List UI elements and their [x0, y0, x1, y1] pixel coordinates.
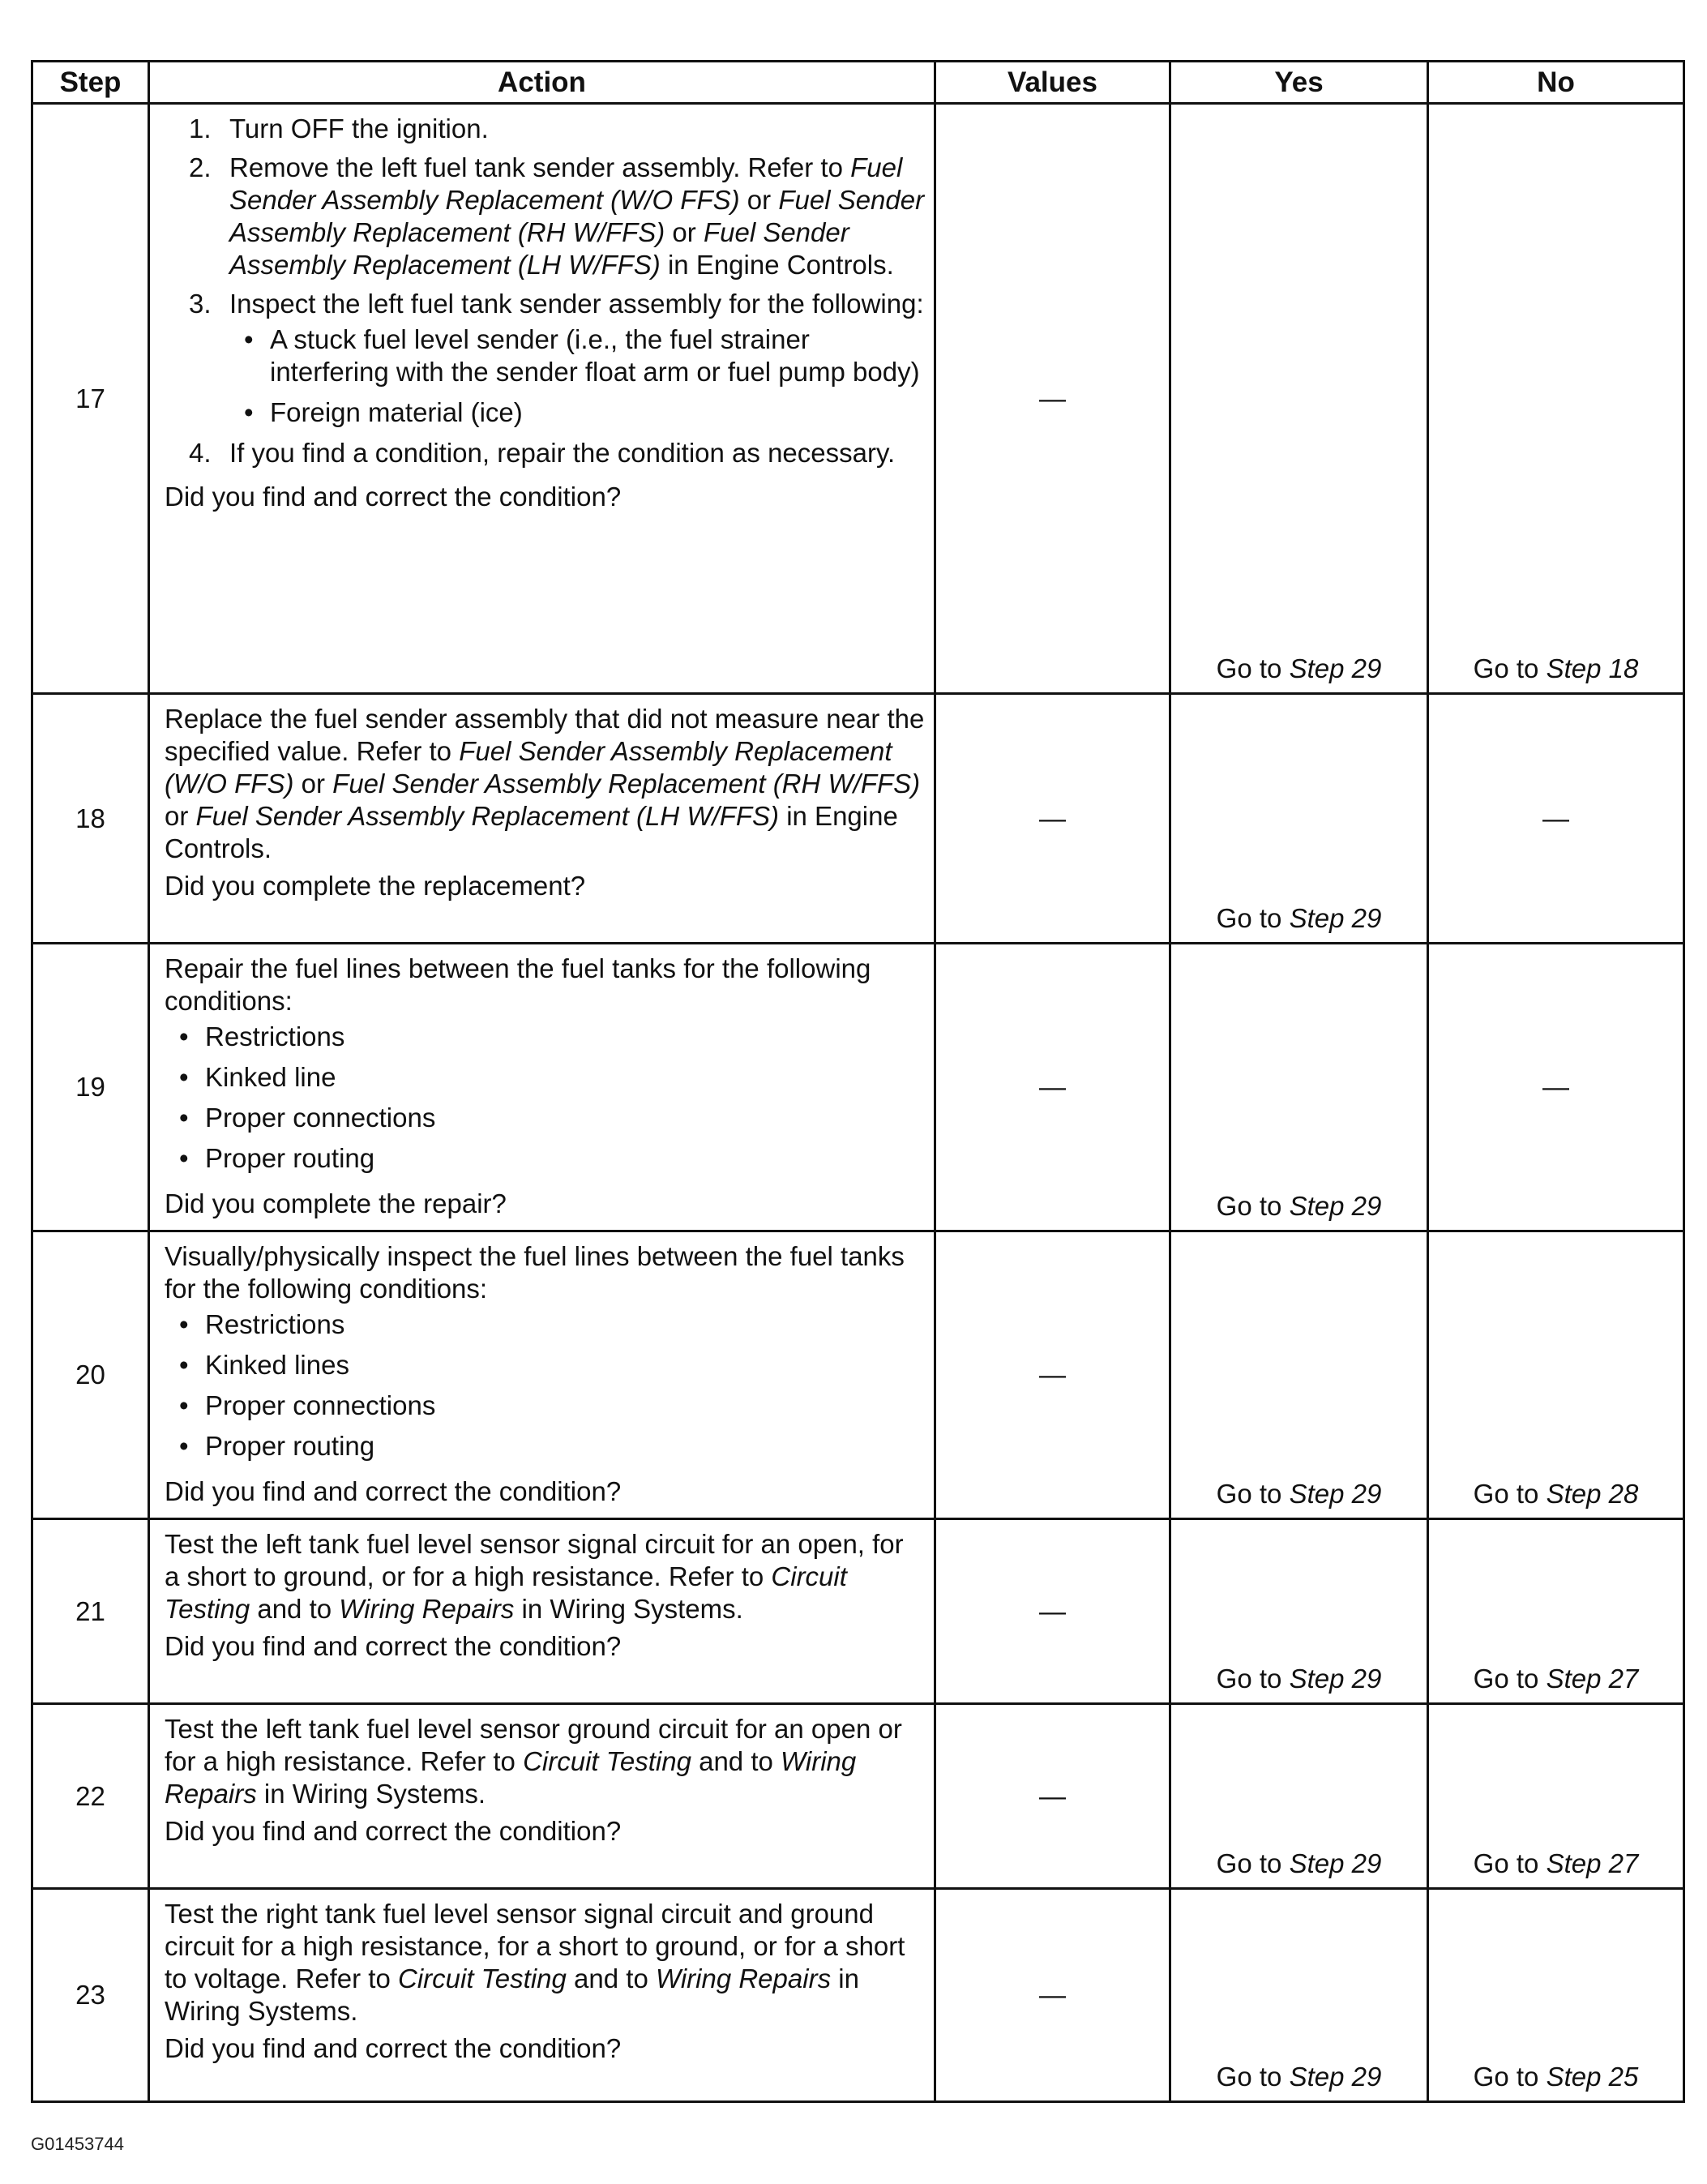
table-row	[32, 1519, 1684, 1704]
header-step: Step	[32, 62, 149, 104]
values-cell: —	[935, 1231, 1170, 1519]
action-cell	[149, 1704, 935, 1889]
action-cell	[149, 944, 935, 1231]
list-item: 4. If you find a condition, repair the condition as necessary.	[189, 438, 896, 468]
yes-cell: Go to Step 29	[1170, 694, 1428, 944]
header-action: Action	[149, 62, 935, 104]
header-values: Values	[935, 62, 1170, 104]
bullet-item: • Restrictions	[165, 1308, 926, 1341]
bullet-item: • A stuck fuel level sender (i.e., the fuel strainer interfering with the sender float arm or fuel pump body)	[229, 323, 926, 388]
yes-cell: Go to Step 29	[1170, 1704, 1428, 1889]
action-cell	[149, 104, 935, 694]
question: Did you complete the repair?	[165, 1188, 507, 1218]
action-text: Test the left tank fuel level sensor signal circuit for an open, for a short to ground, or for a high resistance. Refer to Circuit Testing and to Wiring Repairs in Wiring Systems.	[165, 1529, 904, 1624]
header-row	[32, 62, 1684, 104]
values-cell: —	[935, 104, 1170, 694]
yes-cell: Go to Step 29	[1170, 1519, 1428, 1704]
step-number: 19	[32, 944, 149, 1231]
table-row	[32, 944, 1684, 1231]
table-row	[32, 104, 1684, 694]
list-item: 1. Turn OFF the ignition.	[189, 113, 489, 143]
yes-cell: Go to Step 29	[1170, 1889, 1428, 2102]
bullet-item: • Proper routing	[165, 1430, 926, 1462]
action-text: Visually/physically inspect the fuel lines between the fuel tanks for the following conditions:	[165, 1241, 905, 1304]
no-cell: Go to Step 18	[1428, 104, 1684, 694]
step-number: 21	[32, 1519, 149, 1704]
header-no: No	[1428, 62, 1684, 104]
figure-id: G01453744	[31, 2134, 124, 2154]
action-text: Replace the fuel sender assembly that did not measure near the specified value. Refer to Fuel Sender Assembly Replacement (W/O FFS) or Fuel Sender Assembly Replacement (RH W/FFS) or Fuel Sender Assembly Replacement (LH W/FFS) in Engine Controls.	[165, 704, 925, 863]
bullet-item: • Kinked line	[165, 1061, 926, 1094]
bullet-item: • Proper connections	[165, 1102, 926, 1134]
action-text: Test the left tank fuel level sensor ground circuit for an open or for a high resistance. Refer to Circuit Testing and to Wiring Repairs in Wiring Systems.	[165, 1714, 902, 1809]
bullet-item: • Foreign material (ice)	[229, 396, 926, 429]
bullet-item: • Proper routing	[165, 1142, 926, 1175]
bullet-list	[165, 1308, 926, 1462]
question: Did you complete the replacement?	[165, 871, 586, 901]
question: Did you find and correct the condition?	[165, 1816, 622, 1846]
action-text: Test the right tank fuel level sensor signal circuit and ground circuit for a high resistance, for a short to ground, or for a short to voltage. Refer to Circuit Testing and to Wiring Repairs in Wiring Systems.	[165, 1899, 905, 2026]
table-row	[32, 1231, 1684, 1519]
step-number: 22	[32, 1704, 149, 1889]
question: Did you find and correct the condition?	[165, 1631, 622, 1661]
bullet-list	[165, 1021, 926, 1175]
action-cell	[149, 1231, 935, 1519]
no-cell: —	[1428, 944, 1684, 1231]
yes-cell: Go to Step 29	[1170, 944, 1428, 1231]
bullet-list	[229, 323, 926, 429]
action-cell	[149, 1519, 935, 1704]
question: Did you find and correct the condition?	[165, 482, 622, 512]
step-number: 23	[32, 1889, 149, 2102]
values-cell: —	[935, 1889, 1170, 2102]
yes-cell: Go to Step 29	[1170, 1231, 1428, 1519]
step-number: 20	[32, 1231, 149, 1519]
list-item: 2. Remove the left fuel tank sender assembly. Refer to Fuel Sender Assembly Replacement (W/O FFS) or Fuel Sender Assembly Replacement (RH W/FFS) or Fuel Sender Assembly Replacement (LH W/FFS) in Engine Controls.	[189, 152, 925, 280]
action-text: Repair the fuel lines between the fuel tanks for the following conditions:	[165, 953, 871, 1016]
action-cell	[149, 1889, 935, 2102]
action-steps-list	[165, 113, 926, 469]
table-row	[32, 1889, 1684, 2102]
step-number: 17	[32, 104, 149, 694]
table-row	[32, 1704, 1684, 1889]
values-cell: —	[935, 944, 1170, 1231]
no-cell: Go to Step 25	[1428, 1889, 1684, 2102]
values-cell: —	[935, 1704, 1170, 1889]
no-cell: Go to Step 27	[1428, 1519, 1684, 1704]
step-number: 18	[32, 694, 149, 944]
values-cell: —	[935, 1519, 1170, 1704]
list-item: 3. Inspect the left fuel tank sender assembly for the following: • A stuck fuel level sender (i.e., the fuel strainer interfering with the sender float arm or fuel pump body) • Foreign material (ice)	[165, 288, 926, 429]
bullet-item: • Proper connections	[165, 1390, 926, 1422]
yes-cell: Go to Step 29	[1170, 104, 1428, 694]
action-cell	[149, 694, 935, 944]
bullet-item: • Kinked lines	[165, 1349, 926, 1381]
bullet-item: • Restrictions	[165, 1021, 926, 1053]
question: Did you find and correct the condition?	[165, 1476, 622, 1506]
diagnostic-table	[31, 60, 1685, 2103]
no-cell: Go to Step 28	[1428, 1231, 1684, 1519]
header-yes: Yes	[1170, 62, 1428, 104]
no-cell: Go to Step 27	[1428, 1704, 1684, 1889]
no-cell: —	[1428, 694, 1684, 944]
values-cell: —	[935, 694, 1170, 944]
question: Did you find and correct the condition?	[165, 2033, 622, 2063]
table-row	[32, 694, 1684, 944]
